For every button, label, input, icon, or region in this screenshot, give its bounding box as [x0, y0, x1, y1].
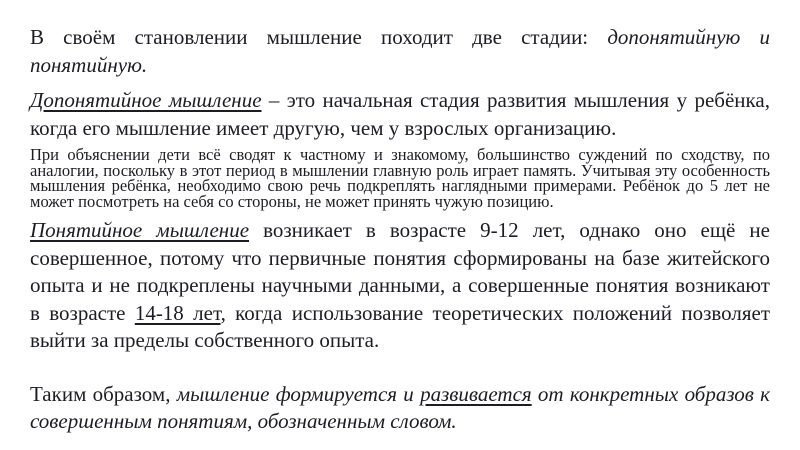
paragraph-definition-preconceptual: [30, 87, 770, 142]
text-run-italic: от конкретных образов к совершенным понятиям, обозначенным словом.: [30, 381, 770, 434]
text-run: При объяснении дети всё сводят к частному и знакомому, большинство суждений по сходству, по аналогии, поскольку в этот период в мышлении главную роль играет память. Учитывая эту особенность мышления ребёнка, необходимо свою речь подкреплять наглядными примерами. Ребёнок до 5 лет не может посмотреть на себя со стороны, не может принять чужую позицию.: [30, 145, 770, 211]
paragraph-details-small: [30, 147, 770, 209]
word-develops-underlined: развивается: [420, 381, 532, 406]
text-run-italic: мышление формируется и: [176, 381, 421, 406]
text-run: возникает в возрасте 9-12 лет, однако оно ещё не совершенное, потому что первичные понятия сформированы на базе житейского опыта и не подкреплены научными данными, а совершенные понятия возникают в возрасте: [30, 218, 770, 325]
text-run-italic: допонятийную и понятийную.: [30, 25, 770, 77]
paragraph-conceptual-thinking: [30, 217, 770, 355]
text-run: , когда использование теоретических положений позволяет выйти за пределы собственного опыта.: [30, 300, 770, 353]
paragraph-conclusion: [30, 381, 770, 436]
text-run: Таким образом,: [30, 381, 177, 406]
text-run: В своём становлении мышление походит две стадии:: [30, 25, 608, 49]
paragraph-intro: [30, 24, 770, 79]
age-range-underlined: 14-18 лет: [134, 300, 221, 325]
text-run: – это начальная стадия развития мышления у ребёнка, когда его мышление имеет другую, чем у взрослых организацию.: [30, 88, 770, 140]
term-conceptual-thinking: Понятийное мышление: [30, 218, 250, 243]
term-preconceptual-thinking: Допонятийное мышление: [30, 88, 262, 112]
